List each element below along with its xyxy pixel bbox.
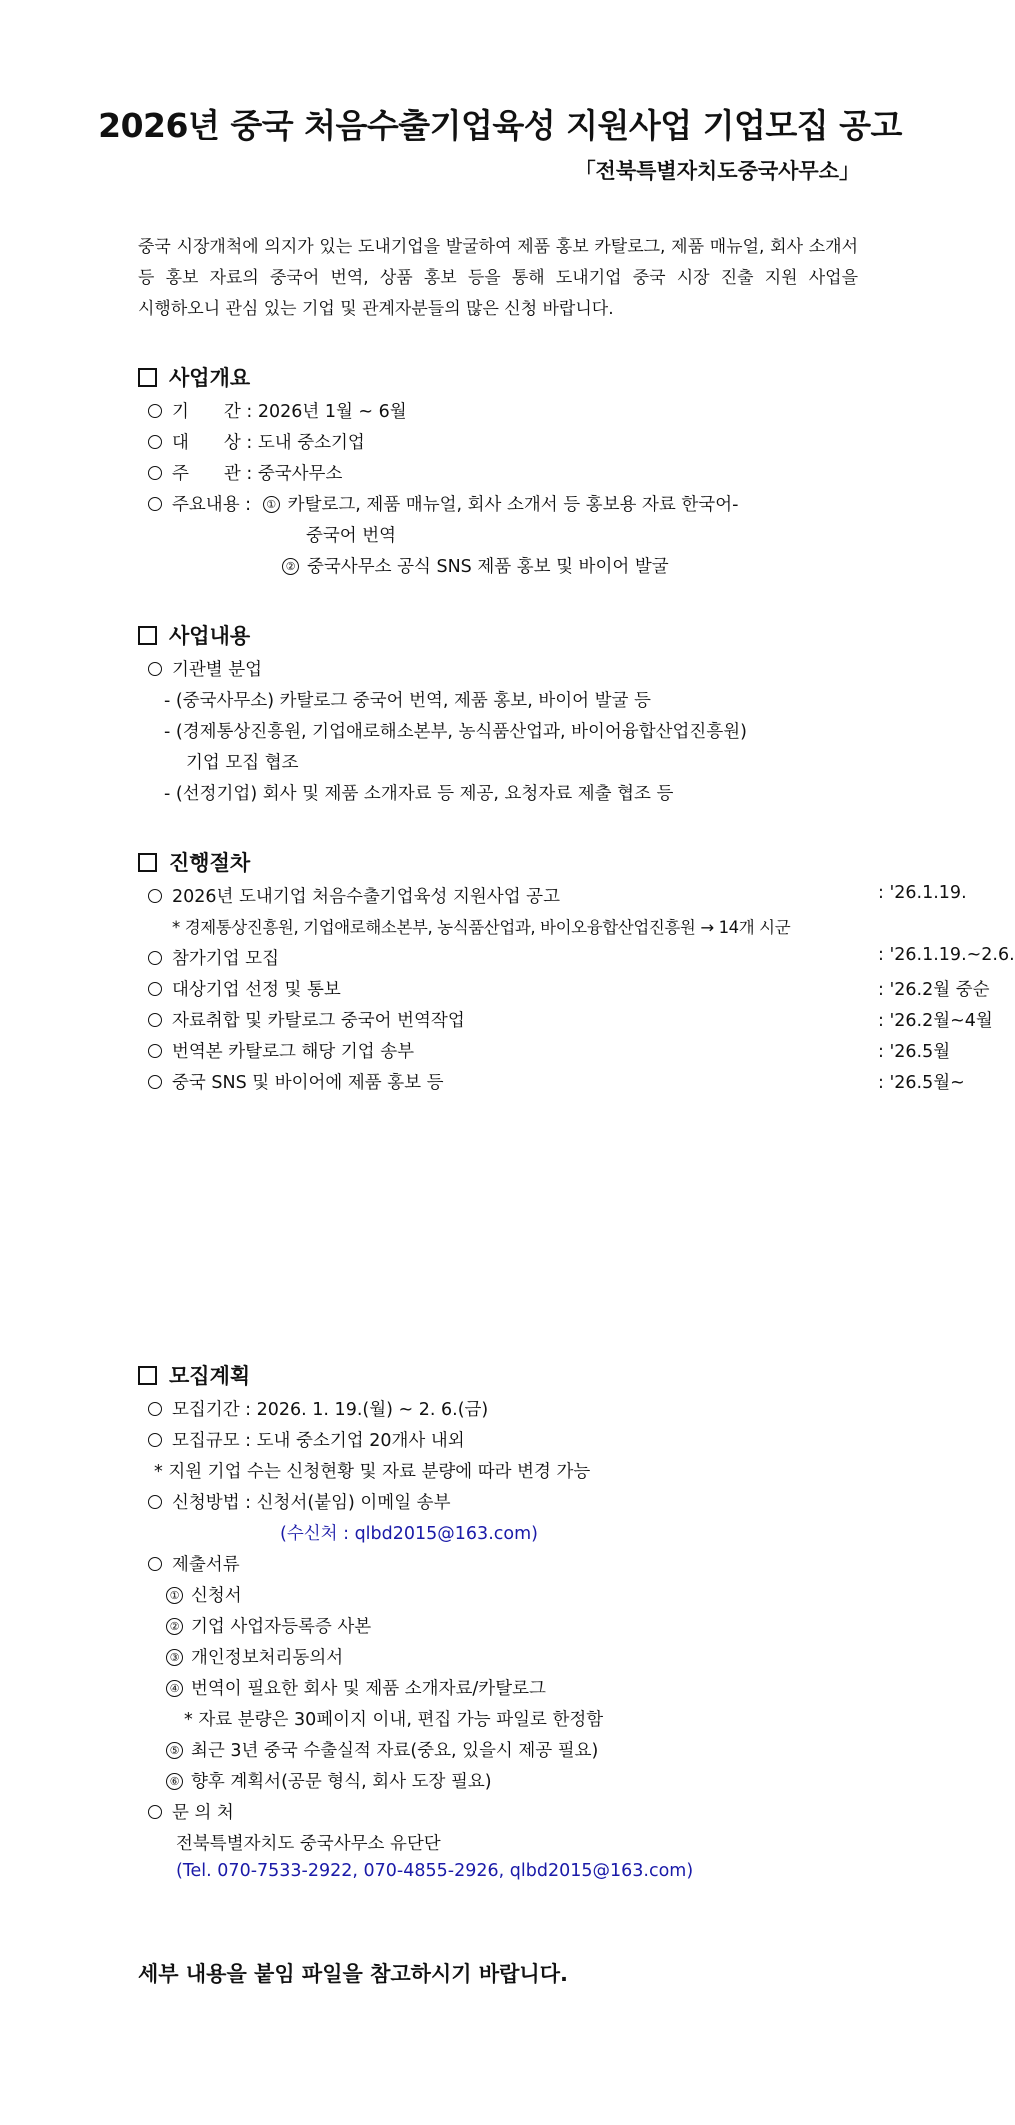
overview-host-text: 주 관 : 중국사무소: [172, 464, 343, 484]
circle-bullet-icon: [148, 889, 162, 903]
recruit-scale-note: * 지원 기업 수는 신청현황 및 자료 분량에 따라 변경 가능: [154, 1462, 591, 1482]
doc-item: [166, 1737, 598, 1762]
overview-period: [148, 398, 407, 423]
section-recruit-heading: [138, 1360, 250, 1390]
recruit-recipient-email: (수신처 : qlbd2015@163.com): [280, 1524, 538, 1544]
doc-item: [166, 1768, 492, 1793]
circle-bullet-icon: [148, 1433, 162, 1447]
procedure-step-text: 참가기업 모집: [172, 949, 279, 969]
details-sub3: - (선정기업) 회사 및 제품 소개자료 등 제공, 요청자료 제출 협조 등: [164, 784, 674, 804]
recruit-heading-text: 모집계획: [169, 1364, 251, 1388]
overview-target-text: 대 상 : 도내 중소기업: [172, 433, 365, 453]
overview-target: [148, 429, 365, 454]
recruit-docs-label: 제출서류: [172, 1555, 240, 1575]
overview-content2-text: 중국사무소 공식 SNS 제품 홍보 및 바이어 발굴: [307, 557, 669, 577]
contact: [148, 1799, 234, 1824]
procedure-step: [148, 945, 1015, 970]
overview-heading-text: 사업개요: [169, 366, 251, 390]
number-3-icon: ③: [166, 1649, 183, 1666]
circle-bullet-icon: [148, 982, 162, 996]
number-6-icon: ⑥: [166, 1773, 183, 1790]
circle-bullet-icon: [148, 951, 162, 965]
contact-org: 전북특별자치도 중국사무소 유단단: [176, 1834, 441, 1854]
procedure-note: * 경제통상진흥원, 기업애로해소본부, 농식품산업과, 바이오융합산업진흥원 → 14개 시군: [172, 918, 791, 937]
checkbox-square-icon: [138, 853, 157, 872]
procedure-step-date: : '26.5월: [878, 1042, 951, 1062]
circle-bullet-icon: [148, 497, 162, 511]
page-title: 2026년 중국 처음수출기업육성 지원사업 기업모집 공고: [98, 106, 902, 145]
doc-item: [166, 1582, 242, 1607]
doc4-note: * 자료 분량은 30페이지 이내, 편집 가능 파일로 한정함: [184, 1710, 604, 1730]
details-sub2-cont: 기업 모집 협조: [186, 753, 299, 773]
doc-item: [166, 1613, 371, 1638]
recruit-method-text: 신청방법 : 신청서(붙임) 이메일 송부: [172, 1493, 451, 1513]
doc-item-text: 최근 3년 중국 수출실적 자료(중요, 있을시 제공 필요): [191, 1741, 599, 1761]
overview-content-label: 주요내용 :: [172, 495, 252, 515]
number-2-icon: ②: [282, 558, 299, 575]
recruit-period: [148, 1396, 488, 1421]
overview-content1-text: 카탈로그, 제품 매뉴얼, 회사 소개서 등 홍보용 자료 한국어-: [287, 495, 739, 515]
contact-info: (Tel. 070-7533-2922, 070-4855-2926, qlbd2015@163.com): [176, 1861, 694, 1881]
intro-paragraph: 중국 시장개척에 의지가 있는 도내기업을 발굴하여 제품 홍보 카탈로그, 제품 매뉴얼, 회사 소개서 등 홍보 자료의 중국어 번역, 상품 홍보 등을 통해 도내기업 중국 시장 진출 지원 사업을 시행하오니 관심 있는 기업 및 관계자분들의 많은 신청 바랍니다.: [138, 237, 858, 319]
details-heading-text: 사업내용: [169, 624, 251, 648]
details-sub1: - (중국사무소) 카탈로그 중국어 번역, 제품 홍보, 바이어 발굴 등: [164, 691, 651, 711]
checkbox-square-icon: [138, 368, 157, 387]
details-item-text: 기관별 분업: [172, 660, 263, 680]
overview-content: [148, 491, 738, 516]
number-4-icon: ④: [166, 1680, 183, 1697]
number-2-icon: ②: [166, 1618, 183, 1635]
circle-bullet-icon: [148, 1495, 162, 1509]
procedure-step: [148, 883, 967, 908]
overview-host: [148, 460, 342, 485]
circle-bullet-icon: [148, 1557, 162, 1571]
circle-bullet-icon: [148, 1075, 162, 1089]
circle-bullet-icon: [148, 1805, 162, 1819]
recruit-scale: [148, 1427, 465, 1452]
procedure-step-date: : '26.2월~4월: [878, 1011, 993, 1031]
recruit-scale-text: 모집규모 : 도내 중소기업 20개사 내외: [172, 1431, 465, 1451]
doc-item-text: 기업 사업자등록증 사본: [191, 1617, 372, 1637]
procedure-step-date: : '26.2월 중순: [878, 980, 990, 1000]
procedure-step-date: : '26.1.19.~2.6.: [878, 945, 1015, 965]
circle-bullet-icon: [148, 404, 162, 418]
overview-content2: [282, 553, 669, 578]
circle-bullet-icon: [148, 1013, 162, 1027]
overview-content1-cont: 중국어 번역: [306, 526, 397, 546]
circle-bullet-icon: [148, 435, 162, 449]
details-item: [148, 656, 262, 681]
checkbox-square-icon: [138, 626, 157, 645]
recruit-period-text: 모집기간 : 2026. 1. 19.(월) ~ 2. 6.(금): [172, 1400, 489, 1420]
procedure-step-text: 대상기업 선정 및 통보: [172, 980, 341, 1000]
overview-period-text: 기 간 : 2026년 1월 ~ 6월: [172, 402, 407, 422]
section-details-heading: [138, 620, 250, 650]
procedure-heading-text: 진행절차: [169, 851, 251, 875]
doc-item-text: 개인정보처리동의서: [191, 1648, 344, 1668]
procedure-step-date: : '26.1.19.: [878, 883, 967, 903]
number-5-icon: ⑤: [166, 1742, 183, 1759]
circle-bullet-icon: [148, 466, 162, 480]
recruit-method: [148, 1489, 450, 1514]
procedure-step: [148, 1007, 993, 1032]
doc-item: [166, 1644, 343, 1669]
circle-bullet-icon: [148, 662, 162, 676]
procedure-step: [148, 976, 990, 1001]
doc-item-text: 신청서: [191, 1586, 242, 1606]
procedure-step-date: : '26.5월~: [878, 1073, 965, 1093]
procedure-step-text: 자료취합 및 카탈로그 중국어 번역작업: [172, 1011, 465, 1031]
procedure-step: [148, 1069, 965, 1094]
recruit-docs: [148, 1551, 240, 1576]
number-1-icon: ①: [263, 496, 280, 513]
doc-item-text: 번역이 필요한 회사 및 제품 소개자료/카탈로그: [191, 1679, 546, 1699]
number-1-icon: ①: [166, 1587, 183, 1604]
circle-bullet-icon: [148, 1044, 162, 1058]
doc-item: [166, 1675, 546, 1700]
circle-bullet-icon: [148, 1402, 162, 1416]
section-procedure-heading: [138, 847, 250, 877]
bottom-note: 세부 내용을 붙임 파일을 참고하시기 바랍니다.: [138, 1962, 568, 1986]
procedure-step: [148, 1038, 951, 1063]
procedure-step-text: 번역본 카탈로그 해당 기업 송부: [172, 1042, 415, 1062]
procedure-step-text: 2026년 도내기업 처음수출기업육성 지원사업 공고: [172, 887, 560, 907]
section-overview-heading: [138, 362, 250, 392]
details-sub2: - (경제통상진흥원, 기업애로해소본부, 농식품산업과, 바이어융합산업진흥원): [164, 722, 747, 742]
procedure-step-text: 중국 SNS 및 바이어에 제품 홍보 등: [172, 1073, 444, 1093]
checkbox-square-icon: [138, 1366, 157, 1385]
organization-name: 「전북특별자치도중국사무소」: [574, 159, 860, 183]
contact-label: 문 의 처: [172, 1803, 234, 1823]
doc-item-text: 향후 계획서(공문 형식, 회사 도장 필요): [191, 1772, 492, 1792]
